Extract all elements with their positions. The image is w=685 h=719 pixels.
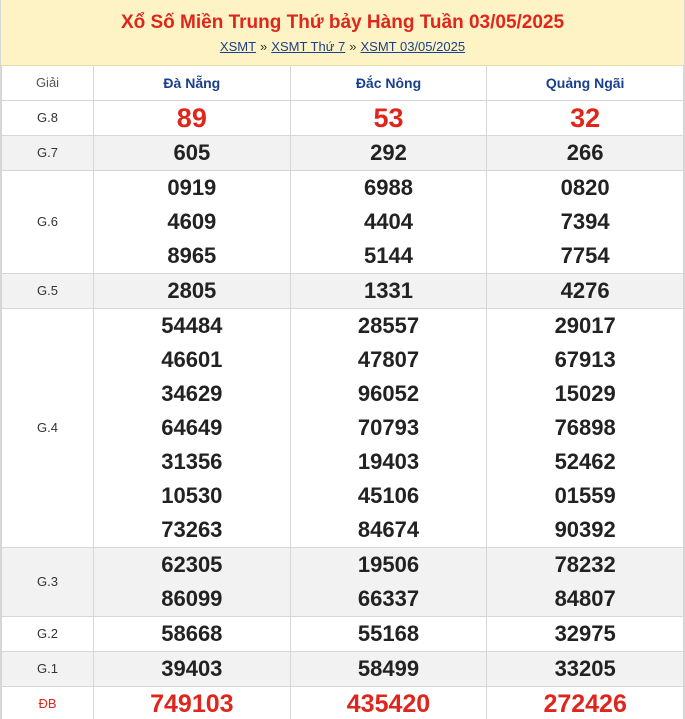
prize-number: 39403 [161, 655, 223, 681]
prize-number: 292 [370, 139, 407, 165]
table-row [2, 616, 684, 651]
prize-cell [94, 308, 291, 547]
prize-number: 89 [176, 102, 207, 133]
prize-number: 46601 [161, 346, 223, 372]
prize-cell [94, 100, 291, 135]
table-header-row [2, 66, 684, 100]
table-row [2, 308, 684, 547]
prize-number: 0919 [167, 174, 217, 200]
prize-number: 2805 [167, 277, 217, 303]
prize-cell [290, 308, 487, 547]
prize-number: 96052 [357, 380, 420, 406]
prize-number: 266 [566, 139, 604, 165]
breadcrumb [1, 39, 684, 55]
prize-number: 0820 [560, 174, 610, 200]
prize-cell [487, 100, 684, 135]
breadcrumb-separator: » [260, 39, 268, 54]
prize-cell [290, 547, 487, 616]
results-table [1, 66, 684, 719]
prize-number: 62305 [161, 551, 223, 577]
prize-cell [290, 100, 487, 135]
prize-number: 10530 [161, 482, 223, 508]
prize-number: 29017 [554, 312, 616, 338]
prize-number: 4276 [560, 277, 610, 303]
prize-label: ĐB [2, 686, 94, 719]
prize-cell [487, 135, 684, 170]
prize-number: 34629 [161, 380, 223, 406]
prize-label: G.6 [2, 170, 94, 273]
breadcrumb-separator: » [349, 39, 357, 54]
prize-number: 66337 [357, 585, 420, 611]
prize-number: 78232 [554, 551, 616, 577]
prize-number: 749103 [150, 689, 234, 718]
prize-number: 58499 [357, 655, 420, 681]
prize-cell [290, 616, 487, 651]
prize-number: 8965 [167, 242, 217, 268]
prize-number: 84674 [357, 516, 420, 542]
table-row [2, 686, 684, 719]
prize-number: 32975 [554, 620, 616, 646]
prize-label: G.4 [2, 308, 94, 547]
prize-number: 53 [373, 102, 404, 133]
prize-number: 31356 [161, 448, 223, 474]
prize-label: G.3 [2, 547, 94, 616]
prize-label: G.5 [2, 273, 94, 308]
prize-cell [290, 170, 487, 273]
prize-cell [94, 135, 291, 170]
prize-number: 32 [570, 102, 601, 133]
prize-cell [487, 273, 684, 308]
prize-number: 272426 [543, 689, 627, 718]
prize-number: 435420 [346, 689, 431, 718]
table-row [2, 100, 684, 135]
prize-label: G.7 [2, 135, 94, 170]
column-header-giai: Giải [2, 66, 94, 100]
breadcrumb-link-xsmt-thu7[interactable]: XSMT Thứ 7 [271, 39, 346, 54]
prize-number: 52462 [554, 448, 616, 474]
prize-cell [290, 135, 487, 170]
prize-cell [94, 616, 291, 651]
prize-number: 19403 [357, 448, 420, 474]
prize-label: G.8 [2, 100, 94, 135]
prize-number: 76898 [554, 414, 616, 440]
prize-number: 19506 [357, 551, 420, 577]
prize-number: 4609 [167, 208, 217, 234]
prize-number: 73263 [161, 516, 223, 542]
prize-cell [290, 686, 487, 719]
results-header [1, 0, 684, 66]
table-row [2, 547, 684, 616]
prize-number: 6988 [364, 174, 413, 200]
prize-number: 4404 [364, 208, 413, 234]
prize-number: 7394 [560, 208, 610, 234]
prize-number: 01559 [554, 482, 616, 508]
column-header-province: Quảng Ngãi [487, 66, 684, 100]
prize-cell [94, 547, 291, 616]
column-header-province: Đà Nẵng [94, 66, 291, 100]
prize-number: 15029 [554, 380, 616, 406]
table-row [2, 273, 684, 308]
prize-number: 1331 [364, 277, 413, 303]
prize-number: 45106 [357, 482, 420, 508]
prize-cell [94, 273, 291, 308]
prize-number: 67913 [554, 346, 616, 372]
table-row [2, 135, 684, 170]
prize-number: 5144 [364, 242, 413, 268]
prize-number: 33205 [554, 655, 616, 681]
prize-number: 55168 [357, 620, 420, 646]
breadcrumb-link-xsmt[interactable]: XSMT [219, 39, 257, 54]
prize-number: 7754 [560, 242, 610, 268]
prize-number: 70793 [357, 414, 420, 440]
column-header-province: Đắc Nông [290, 66, 487, 100]
prize-number: 28557 [357, 312, 420, 338]
prize-number: 90392 [554, 516, 616, 542]
prize-number: 64649 [161, 414, 223, 440]
prize-cell [487, 616, 684, 651]
prize-number: 54484 [161, 312, 223, 338]
prize-cell [290, 273, 487, 308]
prize-cell [487, 308, 684, 547]
prize-number: 86099 [161, 585, 223, 611]
prize-cell [487, 547, 684, 616]
prize-cell [290, 651, 487, 686]
prize-label: G.1 [2, 651, 94, 686]
prize-label: G.2 [2, 616, 94, 651]
prize-cell [487, 686, 684, 719]
page-title: Xổ Số Miền Trung Thứ bảy Hàng Tuần 03/05/2025 [120, 12, 565, 33]
prize-cell [487, 170, 684, 273]
prize-number: 605 [173, 139, 211, 165]
table-row [2, 170, 684, 273]
prize-cell [94, 170, 291, 273]
prize-cell [94, 651, 291, 686]
prize-cell [94, 686, 291, 719]
prize-number: 47807 [357, 346, 420, 372]
table-row [2, 651, 684, 686]
prize-cell [487, 651, 684, 686]
prize-number: 84807 [554, 585, 616, 611]
breadcrumb-link-xsmt-date[interactable]: XSMT 03/05/2025 [360, 39, 466, 54]
prize-number: 58668 [161, 620, 223, 646]
